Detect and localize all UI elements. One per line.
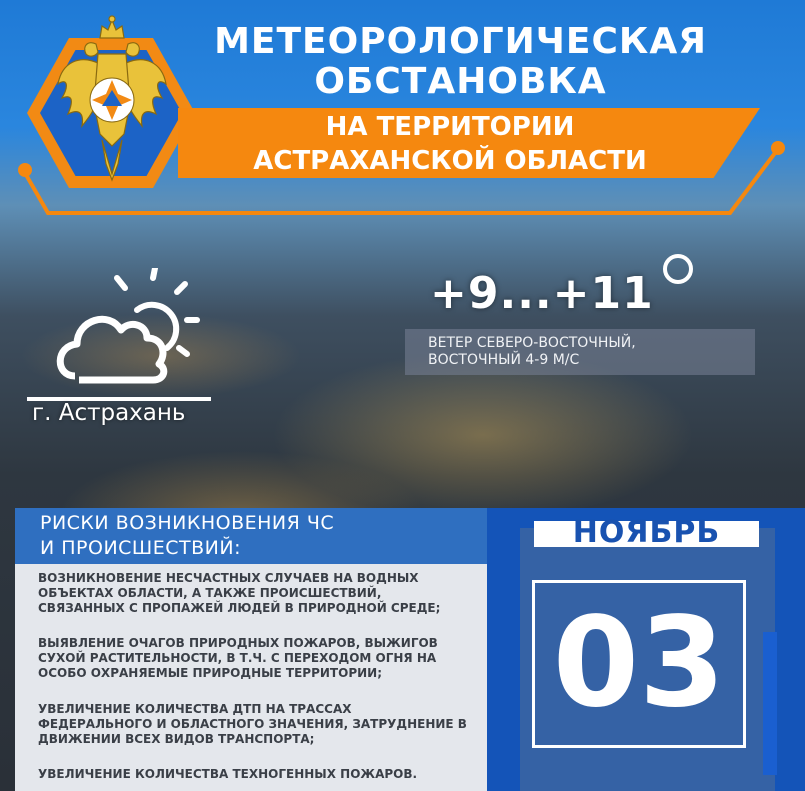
degree-symbol <box>663 254 693 284</box>
city-name: г. Астрахань <box>32 400 186 426</box>
risk-item-line: ВОЗНИКНОВЕНИЕ НЕСЧАСТНЫХ СЛУЧАЕВ НА ВОДНЫХ <box>38 571 419 585</box>
subtitle-line-2: АСТРАХАНСКОЙ ОБЛАСТИ <box>253 146 647 176</box>
risk-item <box>38 767 480 782</box>
risks-title-line-2: И ПРОИСШЕСТВИЙ: <box>40 537 241 559</box>
risk-item-line: ВЫЯВЛЕНИЕ ОЧАГОВ ПРИРОДНЫХ ПОЖАРОВ, ВЫЖИГОВ <box>38 636 438 650</box>
risks-title-line-1: РИСКИ ВОЗНИКНОВЕНИЯ ЧС <box>40 512 335 534</box>
risk-item-line: ОБЪЕКТАХ ОБЛАСТИ, А ТАКЖЕ ПРОИСШЕСТВИЙ, <box>38 586 382 600</box>
risk-item-line: ДВИЖЕНИИ ВСЕХ ВИДОВ ТРАНСПОРТА; <box>38 732 315 746</box>
day-accent-bar <box>763 632 777 775</box>
risk-item <box>38 636 480 681</box>
risk-item <box>38 571 480 616</box>
partly-cloudy-icon <box>55 268 200 393</box>
risk-item-line: СУХОЙ РАСТИТЕЛЬНОСТИ, В Т.Ч. С ПЕРЕХОДОМ ОГНЯ НА <box>38 651 437 665</box>
wind-text-line-1: ВЕТЕР СЕВЕРО-ВОСТОЧНЫЙ, <box>428 335 636 351</box>
temperature-range: +9...+11 <box>430 268 654 319</box>
day-number: 03 <box>552 591 726 735</box>
risk-item-line: ФЕДЕРАЛЬНОГО И ОБЛАСТНОГО ЗНАЧЕНИЯ, ЗАТРУДНЕНИЕ В <box>38 717 467 731</box>
month-label: НОЯБРЬ <box>572 515 721 550</box>
risk-item-line: УВЕЛИЧЕНИЕ КОЛИЧЕСТВА ТЕХНОГЕННЫХ ПОЖАРОВ. <box>38 767 418 781</box>
subtitle-line-1: НА ТЕРРИТОРИИ <box>325 112 575 142</box>
risk-item-line: УВЕЛИЧЕНИЕ КОЛИЧЕСТВА ДТП НА ТРАССАХ <box>38 702 352 716</box>
decorative-connector-line <box>0 140 805 230</box>
wind-text-line-2: ВОСТОЧНЫЙ 4-9 М/С <box>428 352 580 368</box>
risk-item <box>38 702 480 747</box>
page-title-line-1: МЕТЕОРОЛОГИЧЕСКАЯ <box>214 21 707 62</box>
risk-item-line: ОСОБО ОХРАНЯЕМЫЕ ПРИРОДНЫЕ ТЕРРИТОРИИ; <box>38 666 382 680</box>
page-title-line-2: ОБСТАНОВКА <box>314 61 607 102</box>
risk-item-line: СВЯЗАННЫХ С ПРОПАЖЕЙ ЛЮДЕЙ В ПРИРОДНОЙ СРЕДЕ; <box>38 601 441 615</box>
